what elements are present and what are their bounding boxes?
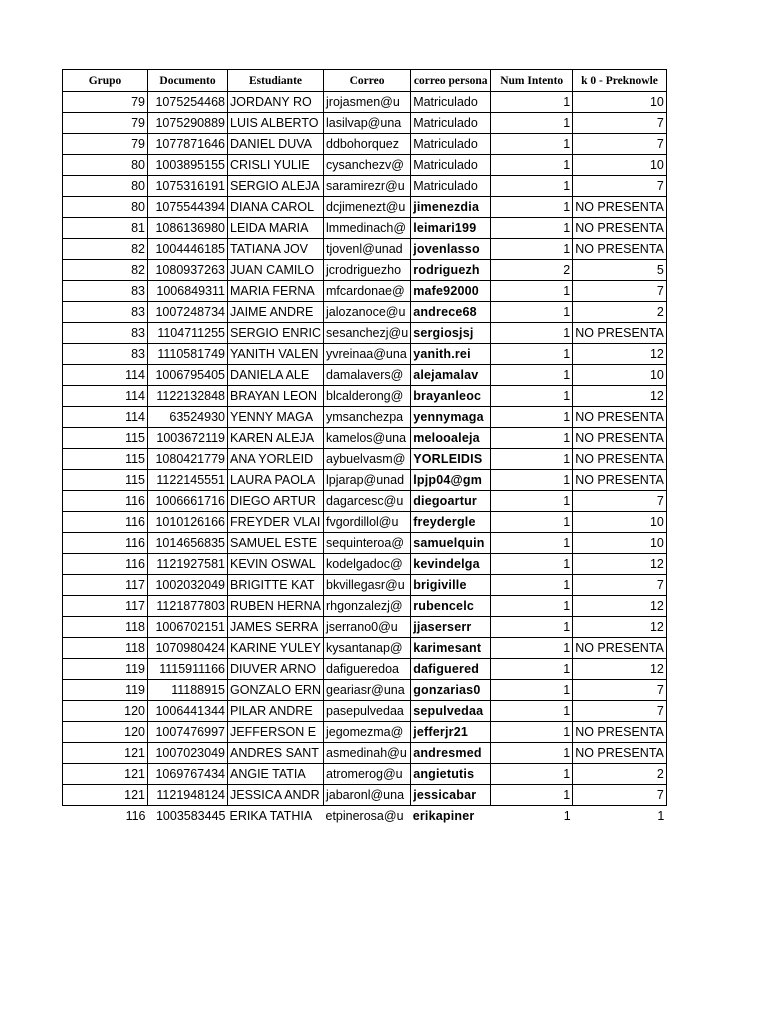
table-row [63,764,667,785]
cell-grupo[interactable]: 114 [63,386,148,407]
cell-num-intento[interactable]: 1 [491,302,573,323]
cell-documento[interactable]: 1080421779 [148,449,228,470]
cell-grupo[interactable]: 114 [63,365,148,386]
cell-estudiante[interactable]: JAIME ANDRE [228,302,324,323]
cell-documento[interactable]: 1006849311 [148,281,228,302]
cell-correo[interactable]: jcrodriguezho [324,260,411,281]
cell-score[interactable]: NO PRESENTA [573,428,667,449]
header-estudiante[interactable]: Estudiante [228,70,324,92]
cell-estudiante[interactable]: JUAN CAMILO [228,260,324,281]
cell-num-intento[interactable]: 1 [491,197,573,218]
cell-documento[interactable]: 1075254468 [148,92,228,113]
cell-documento[interactable]: 1075290889 [148,113,228,134]
cell-correo-personal[interactable]: karimesant [411,638,491,659]
cell-estudiante[interactable]: TATIANA JOV [228,239,324,260]
table-row [63,743,667,764]
cell-documento[interactable]: 1121927581 [148,554,228,575]
student-table [62,69,667,826]
cell-estudiante[interactable]: SERGIO ALEJA [228,176,324,197]
cell-num-intento[interactable]: 1 [491,134,573,155]
cell-estudiante[interactable]: ANDRES SANT [228,743,324,764]
cell-correo-personal[interactable]: Matriculado [411,134,491,155]
cell-estudiante[interactable]: LEIDA MARIA [228,218,324,239]
cell-estudiante[interactable]: FREYDER VLAI [228,512,324,533]
table-row [63,512,667,533]
cell-num-intento[interactable]: 1 [491,281,573,302]
cell-documento[interactable]: 1006795405 [148,365,228,386]
cell-grupo[interactable]: 83 [63,344,148,365]
cell-estudiante[interactable]: JESSICA ANDR [228,785,324,806]
cell-estudiante[interactable]: BRIGITTE KAT [228,575,324,596]
cell-correo[interactable]: ddbohorquez [324,134,411,155]
cell-documento[interactable]: 1006702151 [148,617,228,638]
cell-score[interactable]: 12 [573,659,667,680]
cell-estudiante[interactable]: PILAR ANDRE [228,701,324,722]
cell-score[interactable]: 10 [573,92,667,113]
table-row [63,176,667,197]
cell-correo-personal[interactable]: brigiville [411,575,491,596]
cell-correo-personal[interactable]: diegoartur [411,491,491,512]
cell-correo[interactable]: jalozanoce@u [324,302,411,323]
cell-estudiante[interactable]: KARINE YULEY [228,638,324,659]
cell-grupo[interactable]: 120 [63,722,148,743]
cell-correo-personal[interactable]: gonzarias0 [411,680,491,701]
table-row [63,596,667,617]
table-row [63,302,667,323]
cell-grupo[interactable]: 118 [63,638,148,659]
cell-correo-personal[interactable]: samuelquin [411,533,491,554]
cell-score[interactable]: 12 [573,617,667,638]
cell-score[interactable]: NO PRESENTA [573,449,667,470]
cell-correo[interactable]: pasepulvedaa [324,701,411,722]
cell-documento[interactable]: 1121877803 [148,596,228,617]
cell-estudiante[interactable]: DIUVER ARNO [228,659,324,680]
cell-num-intento[interactable]: 1 [491,449,573,470]
cell-score[interactable]: NO PRESENTA [573,239,667,260]
cell-correo-personal[interactable]: jefferjr21 [411,722,491,743]
cell-score[interactable]: 12 [573,596,667,617]
cell-estudiante[interactable]: RUBEN HERNA [228,596,324,617]
table-row [63,344,667,365]
cell-correo-personal[interactable]: andresmed [411,743,491,764]
cell-num-intento[interactable]: 1 [491,617,573,638]
cell-grupo[interactable]: 115 [63,449,148,470]
header-correo[interactable]: Correo [324,70,411,92]
cell-documento[interactable]: 1104711255 [148,323,228,344]
cell-documento[interactable]: 1122145551 [148,470,228,491]
cell-correo[interactable]: rhgonzalezj@ [324,596,411,617]
cell-correo-personal[interactable]: Matriculado [411,176,491,197]
cell-correo-personal[interactable]: erikapiner [412,809,475,823]
cell-num-intento[interactable]: 1 [491,365,573,386]
cell-estudiante[interactable]: LAURA PAOLA [228,470,324,491]
cell-grupo[interactable]: 82 [63,239,148,260]
cell-documento[interactable]: 1115911166 [148,659,228,680]
cell-correo[interactable]: asmedinah@u [324,743,411,764]
cell-correo-personal[interactable]: rubencelc [411,596,491,617]
cell-correo-personal[interactable]: jessicabar [411,785,491,806]
cell-documento[interactable]: 1014656835 [148,533,228,554]
cell-score[interactable]: NO PRESENTA [573,743,667,764]
cell-score[interactable]: 1 [657,809,665,823]
cell-grupo[interactable]: 80 [63,176,148,197]
cell-estudiante[interactable]: DANIELA ALE [228,365,324,386]
cell-grupo[interactable]: 116 [63,554,148,575]
table-row [63,239,667,260]
cell-correo-personal[interactable]: sergiosjsj [411,323,491,344]
cell-documento[interactable]: 1004446185 [148,239,228,260]
cell-correo-personal[interactable]: alejamalav [411,365,491,386]
cell-correo-personal[interactable]: yanith.rei [411,344,491,365]
cell-correo-personal[interactable]: angietutis [411,764,491,785]
cell-correo-personal[interactable]: andrece68 [411,302,491,323]
cell-score[interactable]: 10 [573,365,667,386]
cell-correo[interactable]: cysanchezv@ [324,155,411,176]
cell-score[interactable]: 2 [573,302,667,323]
cell-estudiante[interactable]: ANA YORLEID [228,449,324,470]
cell-score[interactable]: 7 [573,785,667,806]
cell-score[interactable]: 10 [573,155,667,176]
cell-correo-personal[interactable]: mafe92000 [411,281,491,302]
table-row [63,449,667,470]
table-row [63,533,667,554]
cell-correo[interactable]: bkvillegasr@u [324,575,411,596]
cell-estudiante[interactable]: DANIEL DUVA [228,134,324,155]
cell-documento[interactable]: 1080937263 [148,260,228,281]
cell-correo[interactable]: dagarcesc@u [324,491,411,512]
table-row [63,323,667,344]
cell-estudiante[interactable]: BRAYAN LEON [228,386,324,407]
cell-documento[interactable]: 1003583445 [155,809,226,823]
cell-correo[interactable]: damalavers@ [324,365,411,386]
header-preknowledge[interactable]: k 0 - Preknowle [573,70,667,92]
cell-correo-personal[interactable]: freydergle [411,512,491,533]
cell-score[interactable]: 10 [573,512,667,533]
cell-correo[interactable]: fvgordillol@u [324,512,411,533]
cell-grupo[interactable]: 120 [63,701,148,722]
cell-num-intento[interactable]: 1 [491,554,573,575]
cell-grupo[interactable]: 80 [63,155,148,176]
cell-correo[interactable]: dafigueredoa [324,659,411,680]
cell-correo-personal[interactable]: jovenlasso [411,239,491,260]
cell-grupo[interactable]: 79 [63,113,148,134]
cell-correo-personal[interactable]: sepulvedaa [411,701,491,722]
cell-correo[interactable]: lasilvap@una [324,113,411,134]
cell-correo[interactable]: blcalderong@ [324,386,411,407]
cell-grupo[interactable]: 82 [63,260,148,281]
cell-correo[interactable]: kodelgadoc@ [324,554,411,575]
cell-grupo[interactable]: 121 [63,743,148,764]
cell-correo-personal[interactable]: dafiguered [411,659,491,680]
cell-num-intento[interactable]: 1 [491,722,573,743]
table-row [63,92,667,113]
cell-score[interactable]: NO PRESENTA [573,197,667,218]
table-row [63,491,667,512]
cell-grupo[interactable]: 119 [63,680,148,701]
cell-documento[interactable]: 1070980424 [148,638,228,659]
cell-score[interactable]: NO PRESENTA [573,407,667,428]
cell-grupo[interactable]: 121 [63,785,148,806]
cell-num-intento[interactable]: 1 [491,701,573,722]
cell-documento[interactable]: 1077871646 [148,134,228,155]
cell-score[interactable]: 2 [573,764,667,785]
cell-documento[interactable]: 1006661716 [148,491,228,512]
cell-estudiante[interactable]: DIEGO ARTUR [228,491,324,512]
cell-grupo[interactable]: 79 [63,92,148,113]
cell-grupo[interactable]: 83 [63,281,148,302]
table-row [63,113,667,134]
header-documento[interactable]: Documento [148,70,228,92]
cell-score[interactable]: 10 [573,533,667,554]
cell-num-intento[interactable]: 1 [491,638,573,659]
cell-documento[interactable]: 1122132848 [148,386,228,407]
cell-correo-personal[interactable]: jjaserserr [411,617,491,638]
cell-num-intento[interactable]: 1 [491,575,573,596]
cell-grupo[interactable]: 83 [63,302,148,323]
cell-estudiante[interactable]: YENNY MAGA [228,407,324,428]
cell-score[interactable]: NO PRESENTA [573,218,667,239]
cell-num-intento[interactable]: 1 [491,470,573,491]
cell-documento[interactable]: 11188915 [148,680,228,701]
cell-num-intento[interactable]: 1 [491,218,573,239]
cell-estudiante[interactable]: JORDANY RO [228,92,324,113]
cell-correo-personal[interactable]: Matriculado [411,113,491,134]
cell-correo[interactable]: saramirezr@u [324,176,411,197]
cell-num-intento[interactable]: 1 [563,809,571,823]
cell-num-intento[interactable]: 1 [491,386,573,407]
cell-num-intento[interactable]: 1 [491,659,573,680]
cell-correo-personal[interactable]: brayanleoc [411,386,491,407]
cell-score[interactable]: 12 [573,554,667,575]
cell-estudiante[interactable]: LUIS ALBERTO [228,113,324,134]
cell-correo[interactable]: jrojasmen@u [324,92,411,113]
table-row [63,281,667,302]
cell-correo-personal[interactable]: leimari199 [411,218,491,239]
cell-documento[interactable]: 1086136980 [148,218,228,239]
cell-correo[interactable]: jegomezma@ [324,722,411,743]
cell-grupo[interactable]: 118 [63,617,148,638]
cell-correo[interactable]: atromerog@u [324,764,411,785]
cell-num-intento[interactable]: 1 [491,344,573,365]
cell-num-intento[interactable]: 1 [491,92,573,113]
cell-correo[interactable]: dcjimenezt@u [324,197,411,218]
cell-documento[interactable]: 63524930 [148,407,228,428]
cell-num-intento[interactable]: 1 [491,113,573,134]
cell-correo[interactable]: kysantanap@ [324,638,411,659]
table-row [63,806,667,827]
cell-documento[interactable]: 1069767434 [148,764,228,785]
cell-grupo[interactable]: 117 [63,575,148,596]
cell-correo[interactable]: kamelos@una [324,428,411,449]
cell-documento[interactable]: 1121948124 [148,785,228,806]
cell-correo-personal[interactable]: YORLEIDIS [411,449,491,470]
cell-score[interactable]: 7 [573,491,667,512]
cell-num-intento[interactable]: 1 [491,596,573,617]
cell-documento[interactable]: 1007248734 [148,302,228,323]
cell-grupo[interactable]: 81 [63,218,148,239]
cell-num-intento[interactable]: 1 [491,533,573,554]
cell-correo[interactable]: lmmedinach@ [324,218,411,239]
cell-correo-personal[interactable]: Matriculado [411,155,491,176]
cell-estudiante[interactable]: ERIKA TATHIA [229,809,313,823]
cell-grupo[interactable]: 116 [63,533,148,554]
cell-estudiante[interactable]: YANITH VALEN [228,344,324,365]
table-row [63,575,667,596]
cell-score[interactable]: 7 [573,176,667,197]
table-row [63,260,667,281]
cell-num-intento[interactable]: 1 [491,764,573,785]
cell-grupo[interactable]: 116 [63,512,148,533]
table-row [63,218,667,239]
cell-num-intento[interactable]: 1 [491,785,573,806]
cell-grupo[interactable]: 116 [63,491,148,512]
cell-correo[interactable]: lpjarap@unad [324,470,411,491]
cell-score[interactable]: 7 [573,575,667,596]
cell-num-intento[interactable]: 1 [491,680,573,701]
cell-correo[interactable]: aybuelvasm@ [324,449,411,470]
cell-correo[interactable]: etpinerosa@u [325,809,404,823]
table-row [63,638,667,659]
cell-documento[interactable]: 1110581749 [148,344,228,365]
cell-score[interactable]: 5 [573,260,667,281]
cell-estudiante[interactable]: SAMUEL ESTE [228,533,324,554]
cell-score[interactable]: 12 [573,386,667,407]
cell-correo-personal[interactable]: lpjp04@gm [411,470,491,491]
cell-estudiante[interactable]: JEFFERSON E [228,722,324,743]
cell-correo[interactable]: tjovenl@unad [324,239,411,260]
table-row [63,365,667,386]
table-row [63,785,667,806]
cell-correo-personal[interactable]: jimenezdia [411,197,491,218]
cell-score[interactable]: 7 [573,680,667,701]
header-row [63,70,667,92]
cell-correo[interactable]: jserrano0@u [324,617,411,638]
cell-grupo[interactable]: 116 [125,809,146,823]
cell-estudiante[interactable]: GONZALO ERN [228,680,324,701]
cell-num-intento[interactable]: 1 [491,239,573,260]
cell-documento[interactable]: 1075544394 [148,197,228,218]
cell-estudiante[interactable]: DIANA CAROL [228,197,324,218]
table-row [63,470,667,491]
cell-estudiante[interactable]: KAREN ALEJA [228,428,324,449]
cell-score[interactable]: 12 [573,344,667,365]
cell-score[interactable]: 7 [573,134,667,155]
cell-num-intento[interactable]: 1 [491,176,573,197]
cell-grupo[interactable]: 80 [63,197,148,218]
cell-correo-personal[interactable]: rodriguezh [411,260,491,281]
table-row [63,407,667,428]
cell-grupo[interactable]: 83 [63,323,148,344]
header-correo-personal[interactable]: correo persona [411,70,491,92]
cell-correo-personal[interactable]: melooaleja [411,428,491,449]
header-num-intento[interactable]: Num Intento [491,70,573,92]
cell-documento[interactable]: 1003895155 [148,155,228,176]
cell-documento[interactable]: 1003672119 [148,428,228,449]
cell-correo-personal[interactable]: kevindelga [411,554,491,575]
cell-score[interactable]: NO PRESENTA [573,722,667,743]
cell-documento[interactable]: 1002032049 [148,575,228,596]
table-body [63,92,667,827]
cell-correo[interactable]: ymsanchezpa [324,407,411,428]
table-row [63,722,667,743]
cell-score[interactable]: 7 [573,701,667,722]
cell-score[interactable]: 7 [573,281,667,302]
cell-grupo[interactable]: 119 [63,659,148,680]
table-row [63,134,667,155]
cell-estudiante[interactable]: CRISLI YULIE [228,155,324,176]
cell-grupo[interactable]: 115 [63,428,148,449]
table-row [63,386,667,407]
cell-correo[interactable]: yvreinaa@una [324,344,411,365]
table-row [63,659,667,680]
table-row [63,155,667,176]
cell-correo-personal[interactable]: Matriculado [411,92,491,113]
cell-num-intento[interactable]: 1 [491,491,573,512]
cell-correo[interactable]: sequinteroa@ [324,533,411,554]
cell-estudiante[interactable]: JAMES SERRA [228,617,324,638]
cell-score[interactable]: NO PRESENTA [573,638,667,659]
cell-grupo[interactable]: 114 [63,407,148,428]
cell-num-intento[interactable]: 1 [491,323,573,344]
cell-documento[interactable]: 1007023049 [148,743,228,764]
cell-num-intento[interactable]: 1 [491,428,573,449]
cell-score[interactable]: NO PRESENTA [573,470,667,491]
cell-correo[interactable]: sesanchezj@u [324,323,411,344]
table-row [63,197,667,218]
cell-num-intento[interactable]: 1 [491,512,573,533]
cell-grupo[interactable]: 115 [63,470,148,491]
cell-documento[interactable]: 1007476997 [148,722,228,743]
cell-correo[interactable]: mfcardonae@ [324,281,411,302]
cell-score[interactable]: 7 [573,113,667,134]
cell-correo[interactable]: geariasr@una [324,680,411,701]
table-row [63,428,667,449]
cell-num-intento[interactable]: 1 [491,743,573,764]
cell-estudiante[interactable]: KEVIN OSWAL [228,554,324,575]
cell-estudiante[interactable]: MARIA FERNA [228,281,324,302]
cell-grupo[interactable]: 117 [63,596,148,617]
cell-documento[interactable]: 1006441344 [148,701,228,722]
cell-documento[interactable]: 1075316191 [148,176,228,197]
cell-documento[interactable]: 1010126166 [148,512,228,533]
header-grupo[interactable]: Grupo [63,70,148,92]
cell-grupo[interactable]: 79 [63,134,148,155]
table-row [63,701,667,722]
table-row [63,617,667,638]
cell-num-intento[interactable]: 1 [491,155,573,176]
cell-estudiante[interactable]: ANGIE TATIA [228,764,324,785]
cell-estudiante[interactable]: SERGIO ENRIC [228,323,324,344]
cell-num-intento[interactable]: 1 [491,407,573,428]
cell-grupo[interactable]: 121 [63,764,148,785]
cell-num-intento[interactable]: 2 [491,260,573,281]
cell-correo[interactable]: jabaronl@una [324,785,411,806]
cell-correo-personal[interactable]: yennymaga [411,407,491,428]
table-row [63,554,667,575]
table-row [63,680,667,701]
cell-score[interactable]: NO PRESENTA [573,323,667,344]
